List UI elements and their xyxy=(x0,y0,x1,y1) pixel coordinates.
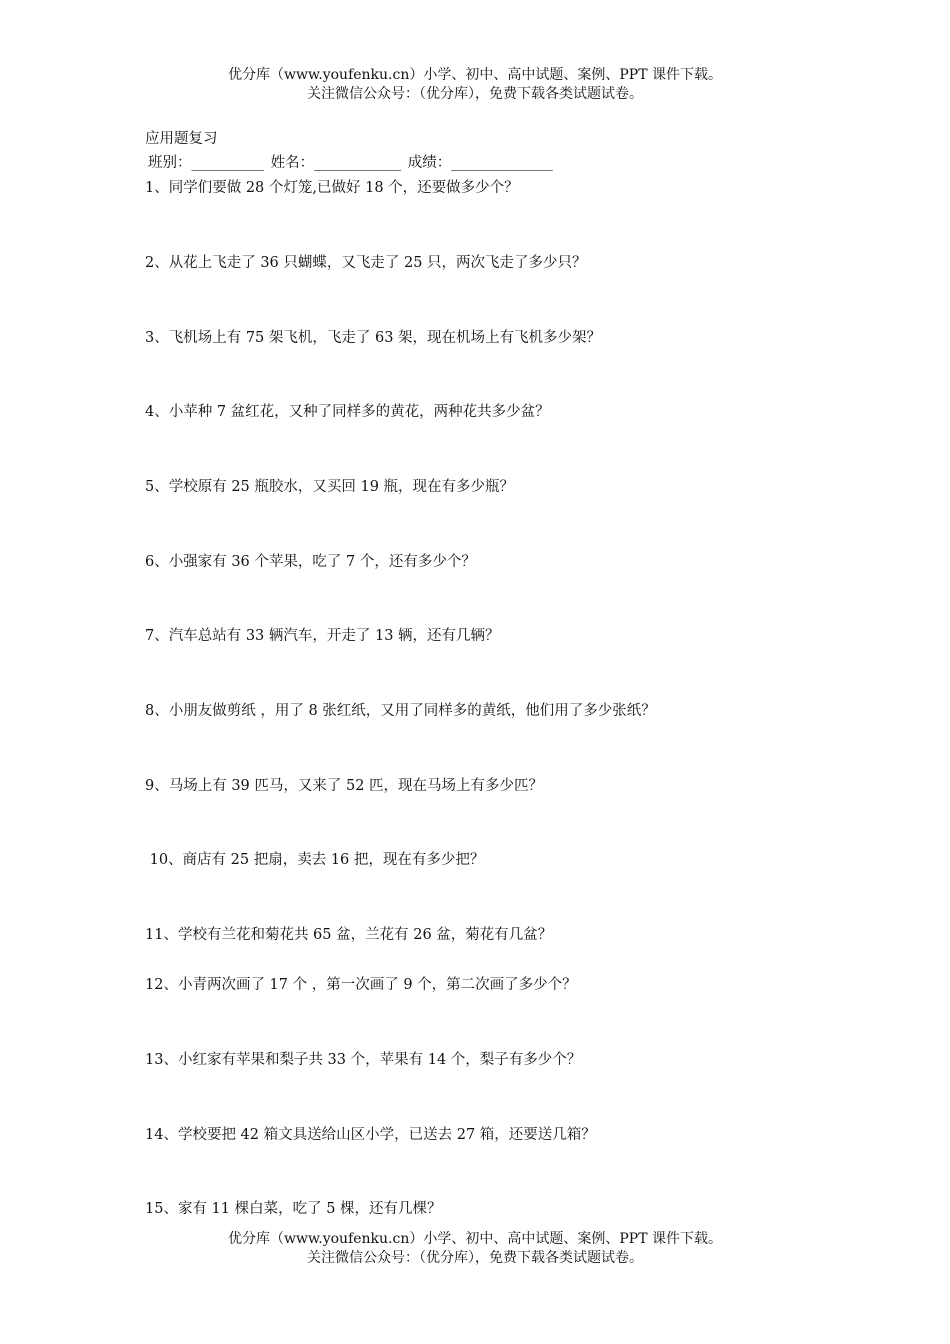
question-9: 9、马场上有 39 匹马，又来了 52 匹，现在马场上有多少匹？ xyxy=(145,778,544,794)
question-4: 4、小苹种 7 盆红花，又种了同样多的黄花，两种花共多少盆？ xyxy=(145,404,550,420)
page-header xyxy=(0,66,950,104)
question-6: 6、小强家有 36 个苹果，吃了 7 个，还有多少个？ xyxy=(145,554,476,570)
question-14: 14、学校要把 42 箱文具送给山区小学，已送去 27 箱，还要送几箱？ xyxy=(145,1127,596,1143)
question-3: 3、飞机场上有 75 架飞机，飞走了 63 架，现在机场上有飞机多少架？ xyxy=(145,330,602,346)
question-7: 7、汽车总站有 33 辆汽车，开走了 13 辆，还有几辆？ xyxy=(145,628,500,644)
question-12: 12、小青两次画了 17 个 ，第一次画了 9 个，第二次画了多少个？ xyxy=(145,977,577,993)
question-1: 1、同学们要做 28 个灯笼,已做好 18 个，还要做多少个？ xyxy=(145,180,519,196)
score-field: 成绩：______________ xyxy=(407,155,553,171)
question-10: 10、商店有 25 把扇，卖去 16 把，现在有多少把？ xyxy=(145,852,485,868)
question-5: 5、学校原有 25 瓶胶水，又买回 19 瓶，现在有多少瓶？ xyxy=(145,479,515,495)
question-8: 8、小朋友做剪纸 ，用了 8 张红纸，又用了同样多的黄纸，他们用了多少张纸？ xyxy=(145,703,656,719)
question-15: 15、家有 11 棵白菜，吃了 5 棵，还有几棵？ xyxy=(145,1201,442,1217)
footer-line-1: 优分库（www.youfenku.cn）小学、初中、高中试题、案例、PPT 课件下载。 xyxy=(227,1231,722,1247)
question-11: 11、学校有兰花和菊花共 65 盆，兰花有 26 盆，菊花有几盆？ xyxy=(145,927,553,943)
name-field: 姓名：____________ xyxy=(270,155,402,171)
footer-line-2: 关注微信公众号：（优分库），免费下载各类试题试卷。 xyxy=(307,1250,643,1266)
header-line-1: 优分库（www.youfenku.cn）小学、初中、高中试题、案例、PPT 课件下载。 xyxy=(227,67,722,83)
question-13: 13、小红家有苹果和梨子共 33 个，苹果有 14 个，梨子有多少个？ xyxy=(145,1052,582,1068)
page-footer xyxy=(0,1230,950,1268)
header-line-2: 关注微信公众号：（优分库），免费下载各类试题试卷。 xyxy=(307,86,643,102)
student-info-line xyxy=(148,151,555,172)
worksheet-title: 应用题复习 xyxy=(145,131,218,147)
class-field: 班别：__________ xyxy=(148,155,264,171)
question-2: 2、从花上飞走了 36 只蝴蝶，又飞走了 25 只，两次飞走了多少只？ xyxy=(145,255,587,271)
